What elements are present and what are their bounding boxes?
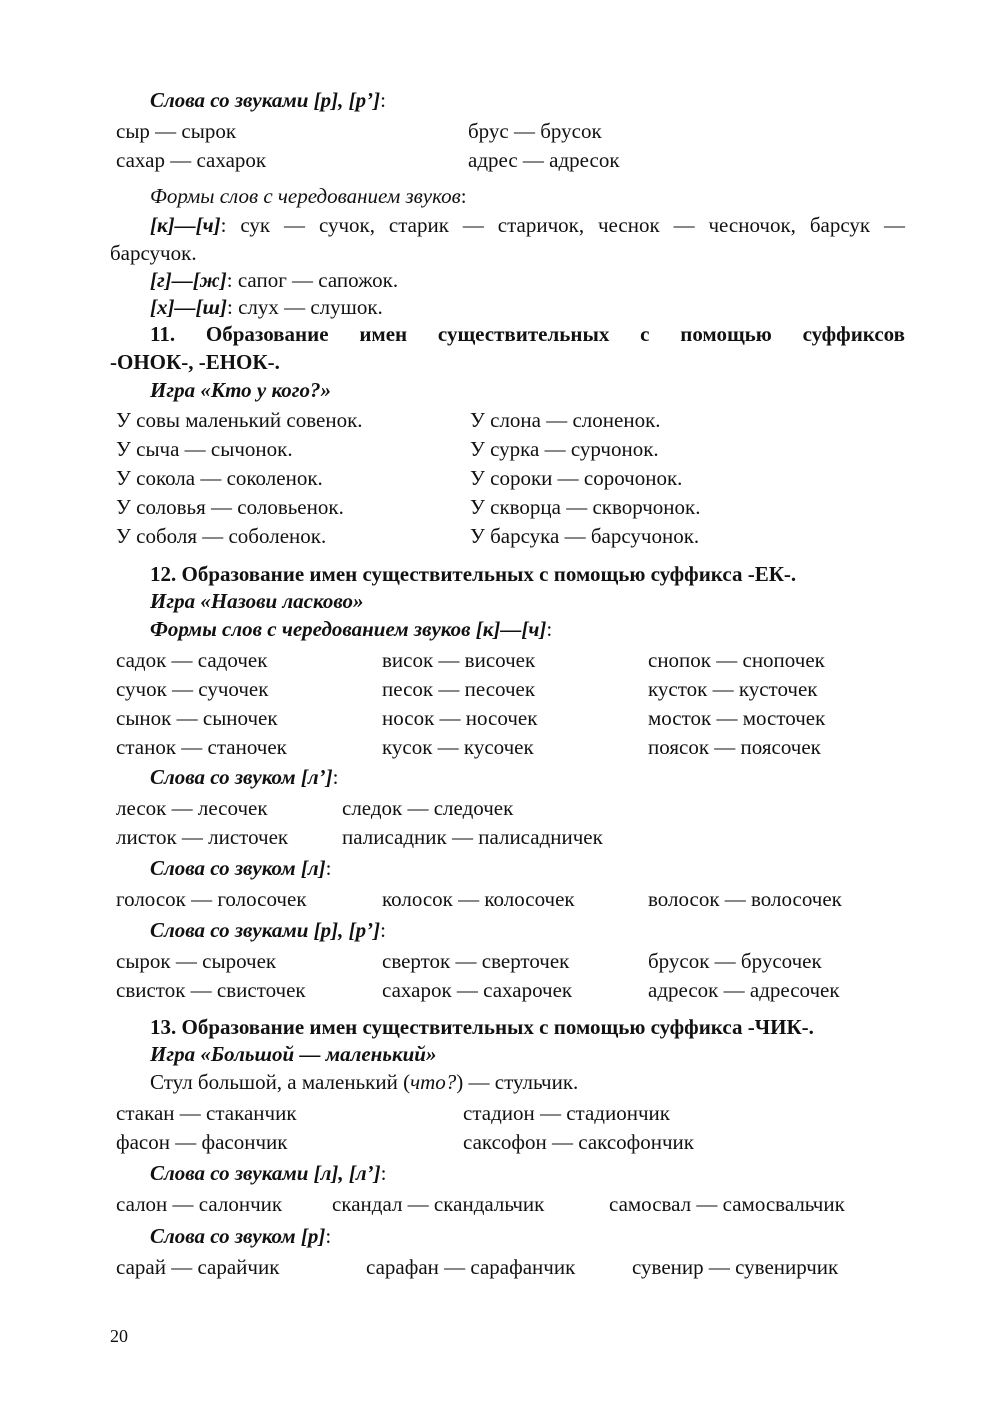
list-item: У сурка — сурчонок. xyxy=(470,437,659,461)
list-item: саксофон — саксофончик xyxy=(463,1130,694,1154)
list-item: сахарок — сахарочек xyxy=(382,978,573,1002)
list-item: следок — следочек xyxy=(342,796,514,820)
list-item: стадион — стадиончик xyxy=(463,1101,670,1125)
list-item: фасон — фасончик xyxy=(116,1130,288,1154)
heading-r-sounds: Слова со звуками [р], [р’]: xyxy=(150,918,386,942)
heading-alternation: Формы слов с чередованием звуков: xyxy=(150,184,467,208)
list-item: голосок — голосочек xyxy=(116,887,307,911)
list-item: У слона — слоненок. xyxy=(470,408,661,432)
heading-l-soft: Слова со звуком [л’]: xyxy=(150,765,339,789)
section-11-title: 11. Образование имен существительных с помощью суффиксов xyxy=(150,322,906,346)
list-item: палисадник — палисадничек xyxy=(342,825,603,849)
alternation-k-ch-cont: барсучок. xyxy=(110,241,197,265)
list-item: поясок — поясочек xyxy=(648,735,821,759)
list-item: У сыча — сычонок. xyxy=(116,437,293,461)
section-12-title: 12. Образование имен существительных с помощью суффикса -ЕК-. xyxy=(150,562,797,586)
heading-r-sounds: Слова со звуками [р], [р’]: xyxy=(150,88,386,112)
list-item: стакан — стаканчик xyxy=(116,1101,297,1125)
heading-l-sounds: Слова со звуками [л], [л’]: xyxy=(150,1161,387,1185)
list-item: У совы маленький совенок. xyxy=(116,408,363,432)
list-item: адресок — адресочек xyxy=(648,978,840,1002)
list-item: брусок — брусочек xyxy=(648,949,822,973)
list-item: сыр — сырок xyxy=(116,119,237,143)
list-item: скандал — скандальчик xyxy=(332,1192,545,1216)
section-12-game: Игра «Назови ласково» xyxy=(150,589,364,613)
alternation-h-sh: [х]—[ш]: слух — слушок. xyxy=(150,295,383,319)
list-item: У сороки — сорочонок. xyxy=(470,466,683,490)
list-item: брус — брусок xyxy=(468,119,602,143)
alternation-g-zh: [г]—[ж]: сапог — сапожок. xyxy=(150,268,399,292)
list-item: сарафан — сарафанчик xyxy=(366,1255,576,1279)
list-item: У сокола — соколенок. xyxy=(116,466,323,490)
list-item: адрес — адресок xyxy=(468,148,620,172)
heading-r-sound: Слова со звуком [р]: xyxy=(150,1224,332,1248)
list-item: носок — носочек xyxy=(382,706,538,730)
page-number: 20 xyxy=(110,1326,128,1346)
section-12-alt-heading: Формы слов с чередованием звуков [к]—[ч]: xyxy=(150,617,553,641)
list-item: сырок — сырочек xyxy=(116,949,277,973)
list-item: сверток — сверточек xyxy=(382,949,570,973)
section-13-example: Стул большой, а маленький (что?) — стульчик. xyxy=(150,1070,579,1094)
list-item: снопок — снопочек xyxy=(648,648,825,672)
list-item: сарай — сарайчик xyxy=(116,1255,280,1279)
list-item: песок — песочек xyxy=(382,677,536,701)
list-item: У скворца — скворчонок. xyxy=(470,495,701,519)
list-item: станок — станочек xyxy=(116,735,287,759)
list-item: кусок — кусочек xyxy=(382,735,534,759)
list-item: самосвал — самосвальчик xyxy=(609,1192,845,1216)
list-item: сынок — сыночек xyxy=(116,706,278,730)
list-item: сувенир — сувенирчик xyxy=(632,1255,839,1279)
section-11-game: Игра «Кто у кого?» xyxy=(150,378,332,402)
list-item: лесок — лесочек xyxy=(116,796,268,820)
list-item: У соловья — соловьенок. xyxy=(116,495,344,519)
list-item: волосок — волосочек xyxy=(648,887,842,911)
list-item: листок — листочек xyxy=(116,825,289,849)
list-item: кусток — кусточек xyxy=(648,677,818,701)
list-item: салон — салончик xyxy=(116,1192,283,1216)
section-11-title-cont: -ОНОК-, -ЕНОК-. xyxy=(110,350,280,374)
list-item: колосок — колосочек xyxy=(382,887,575,911)
list-item: свисток — свисточек xyxy=(116,978,306,1002)
section-13-game: Игра «Большой — маленький» xyxy=(150,1042,437,1066)
list-item: висок — височек xyxy=(382,648,536,672)
list-item: У соболя — соболенок. xyxy=(116,524,327,548)
alternation-k-ch: [к]—[ч]: сук — сучок, старик — старичок, чеснок — чесночок, барсук — xyxy=(150,213,905,237)
list-item: мосток — мосточек xyxy=(648,706,826,730)
list-item: сучок — сучочек xyxy=(116,677,269,701)
list-item: У барсука — барсучонок. xyxy=(470,524,700,548)
heading-l: Слова со звуком [л]: xyxy=(150,856,332,880)
list-item: сахар — сахарок xyxy=(116,148,267,172)
section-13-title: 13. Образование имен существительных с помощью суффикса -ЧИК-. xyxy=(150,1015,814,1039)
list-item: садок — садочек xyxy=(116,648,268,672)
